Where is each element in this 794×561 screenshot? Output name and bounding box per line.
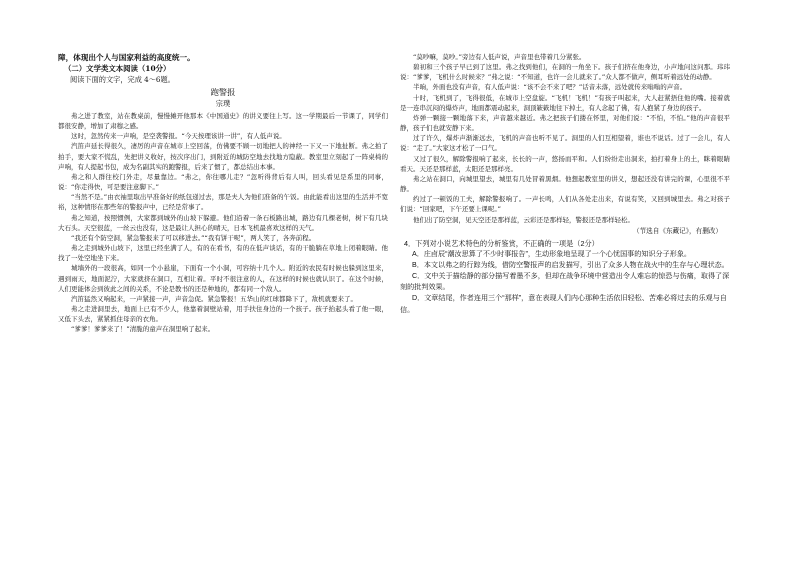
story-paragraph: 碧初和三个孩子早已到了这里。弗之找到他们，在洞的一角坐下。孩子们挤在他身边，小声地问这问那。玮玮说：“爹爹，飞机什么时候来？”弗之说：“不知道，也许一会儿就来了。”众人都不做声，侧耳听着远处的动静。 [400,63,730,82]
story-paragraph: 弗之和人群往校门外走，尽量靠边。“弗之，你往哪儿走？”忽听得背后有人叫，回头看见是系里的同事，说：“你走得快，可是要注意脚下。” [58,172,388,192]
story-paragraph: 弗之走到城外山坡下，这里已经坐满了人，有的在看书，有的在低声谈话，有的干脆躺在草地上闭着眼睛。他找了一处空地坐下来。 [58,244,388,263]
question-option: A．庄卣辰“潮汝思算了不少时事报告”，生动形象地呈现了一个心忧国事的知识分子形象。 [412,249,692,258]
story-author: 宗璞 [215,99,231,108]
story-paragraph: 过了许久，爆炸声渐渐远去，飞机的声音也听不见了。洞里的人们互相望着，谁也不说话。过了一会儿，有人说：“走了。”大家这才松了一口气。 [400,134,730,153]
intro-line: 障，体现出个人与国家利益的高度统一。 [58,53,195,62]
left-column [58,52,388,334]
story-paragraph: 又过了很久，解除警报响了起来，长长的一声，悠扬而平和。人们纷纷走出洞来，拍打着身上的土，眯着眼睛看天。天还是那样蓝，太阳还是那样亮。 [400,154,730,173]
question-stem: 4．下列对小说艺术特色的分析鉴赏，不正确的一项是（2分） [404,238,599,248]
section-instruction: 阅读下面的文字，完成 4～6题。 [70,75,175,84]
question-option: C．文中关于描绘静的部分描写着墨不多，但却在战争环境中营造出令人难忘的惊恐与伤痛，取得了深刻的批判效果。 [400,272,730,292]
story-paragraph: 约过了一顿饭的工夫，解除警报响了。一声长鸣，人们从各处走出来，有说有笑，又回到城里去。弗之对孩子们说：“回家吧，下午还要上课呢。” [400,195,730,214]
story-paragraph: “当然不是。”由衣袖里取出早准备好的纸包递过去，那是夫人为他们准备的午饭。由此能看出这里的生活并不宽裕，这种情形在那些年的警报声中，已经是常事了。 [58,193,388,212]
story-paragraph: 他们出了防空洞，见天空还是那样蓝，云彩还是那样轻，警报还是那样轻松。 [413,215,634,224]
story-paragraph: “莫吵嘛，莫吵。”旁边有人低声说，声音里也带着几分紧张。 [413,53,586,61]
question-option: D．文章结尾，作者连用三个“那样”，意在表现人们内心那种生活依旧轻松、苦难必将过去的乐观与自信。 [400,294,727,314]
story-paragraph: 半晌，外面也没有声音，有人低声说：“该不会不来了吧？”话音未落，远处就传来嗡嗡的声音。 [413,83,687,92]
story-paragraph: 十时，飞机到了，飞得很低，在城市上空盘旋。“飞机！飞机！”有孩子叫起来，大人赶紧捂住他的嘴。接着就是一连串沉闷的爆炸声，地面都震动起来，洞顶簌簌地往下掉土，有人念起了佛，有人抱紧了身边的孩子。 [400,93,730,112]
story-paragraph: 汽笛猛然又响起来，一声紧接一声，声音急促。紧急警报！五华山的红球都降下了，敌机就要来了。 [71,294,357,303]
story-title: 跑警报 [210,87,236,97]
story-paragraph: 弗之知道，按照惯例，大家都到城外的山坡下躲避。他们沿着一条石板路出城，路边有几棵老树，树下有几块大石头。天空很蓝，一丝云也没有，这是最让人担心的晴天，日本飞机最喜欢这样的天气。 [58,213,388,232]
story-paragraph: “我还有个防空洞，紧急警报来了可以移进去。”“我有饼干呢”，两人笑了，各奔前程。 [71,233,316,242]
story-paragraph: 汽笛声延长得很久，凄厉的声音在城市上空回荡，仿佛要不顾一切地把人的神经一下又一下地扯断。弗之拍了拍手，要大家不慌乱，先把讲义收好，按次序出门，到附近的城防空地去找地方隐蔽。教室里立刻起了一阵桌椅的声响，有人提起书包，成为名副其实的跑警报，后来了惯了，都总结出本事。 [58,142,388,171]
story-paragraph: 这时，忽然传来一声响，是空袭警报。“今天按理该讲一讲”，有人低声说。 [71,132,286,141]
right-column [400,52,730,316]
question-options [400,249,730,316]
story-body-right [400,52,730,225]
story-body-left [58,111,388,334]
story-paragraph: “爹爹！爹爹来了！”清脆的童声在洞里响了起来。 [71,325,215,334]
story-paragraph: 炸弹一颗接一颗地落下来，声音越来越近。弗之把孩子们搂在怀里，对他们说：“不怕，不怕。”他的声音很平静，孩子们也就安静下来。 [400,113,730,133]
question-option: B．本文以弗之的行踪为线，借防空警报声的启发描写，引出了众多人物在战火中的生存与心理状态。 [412,260,729,269]
story-paragraph: 弗之走进洞里去，地面上已有不少人，他靠着洞壁站着，用手扶住身边的一个孩子。孩子抬起头看了他一眼，又低下头去，紧紧抓住母亲的衣角。 [58,304,388,324]
story-paragraph: 弗之进了教室，站在教桌前，慢慢摊开他那本《中国通史》的讲义要往上写。这一学期最后一节课了，同学们都很安静，增加了肃穆之感。 [58,112,388,131]
source-note: （节选自《东藏记》，有删改） [632,226,722,235]
story-paragraph: 城墙外的一段很高，如同一个小悬崖，下面有一个小洞，可容纳十几个人。附近的农民有时候也躲到这里来，遇到雨天，地面泥泞，大家就挤在洞口，互相让着。平时不很注意的人，在这样的时候也就认识了。在这个时候，人们更能体会到彼此之间的关系，不论是教书的还是种地的，都有同一个敌人。 [58,264,388,293]
section-title: （二）文学类文本阅读（10分） [64,64,171,73]
story-paragraph: 弗之站在洞口，向城里望去，城里有几处冒着黑烟。他想起教室里的讲义，想起还没有讲完的课，心里很不平静。 [400,174,730,194]
